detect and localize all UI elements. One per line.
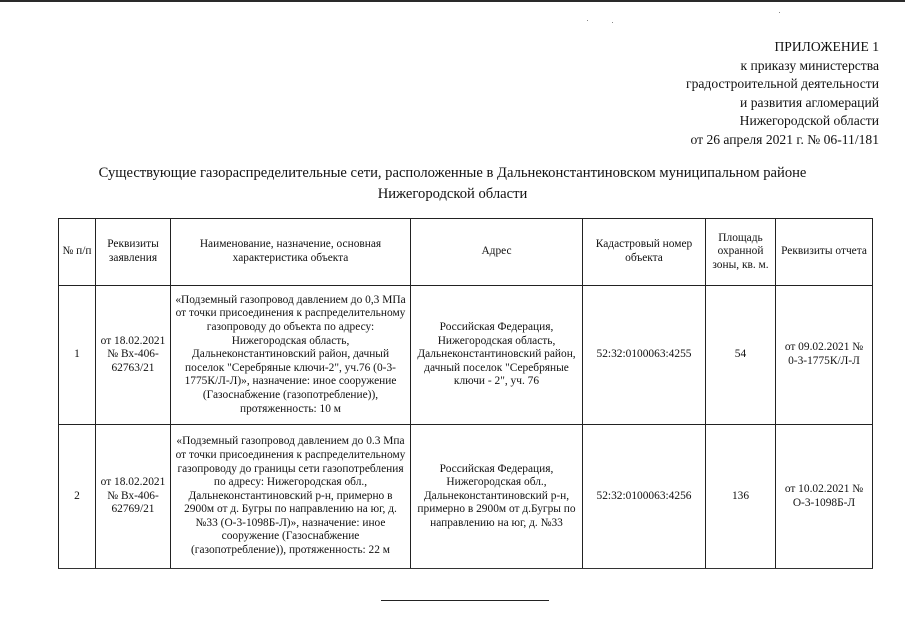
cell-application: от 18.02.2021 № Вх-406-62769/21 [96, 425, 171, 569]
header-name: Наименование, назначение, основная характеристика объекта [171, 219, 411, 286]
scan-speck [587, 20, 588, 21]
cell-cadastral: 52:32:0100063:4255 [583, 286, 706, 425]
cell-name: «Подземный газопровод давлением до 0.3 Мпа от точки присоединения к распределительному газопроводу до границы сети газопотребления по адресу: Нижегородская обл., Дальнеконстантиновский р-н, примерно в 2900м от д. Бугры по направлению на юг, д. №33 (О-3-1098Б-Л)», назначение: иное сооружение (Газоснабжение (газопотребление)), протяженность: 22 м [171, 425, 411, 569]
cell-address: Российская Федерация, Нижегородская область, Дальнеконстантиновский район, дачный поселок "Серебряные ключи - 2", уч. 76 [411, 286, 583, 425]
table-header-row [59, 219, 873, 286]
cell-report: от 10.02.2021 № О-3-1098Б-Л [776, 425, 873, 569]
cell-area: 54 [706, 286, 776, 425]
cell-report: от 09.02.2021 № 0-3-1775К/Л-Л [776, 286, 873, 425]
document-title-line-2: Нижегородской области [377, 186, 528, 202]
table-row [59, 286, 873, 425]
header-cadastral: Кадастровый номер объекта [583, 219, 706, 286]
cell-cadastral: 52:32:0100063:4256 [583, 425, 706, 569]
scan-speck [779, 12, 780, 13]
approval-line: от 26 апреля 2021 г. № 06-11/181 [690, 131, 879, 147]
footnote-separator-line [381, 600, 549, 601]
approval-line: градостроительной деятельности [686, 76, 879, 92]
header-num: № п/п [59, 219, 96, 286]
gas-networks-table [58, 218, 873, 569]
cell-name: «Подземный газопровод давлением до 0,3 МПа от точки присоединения к распределительному газопроводу до объекта по адресу: Нижегородская область, Дальнеконстантиновский район, дачный поселок "Серебряные ключи-2", уч.76 (0-3-1775К/Л-Л)», назначение: иное сооружение (Газоснабжение (газопотребление)), протяженность: 10 м [171, 286, 411, 425]
header-report: Реквизиты отчета [776, 219, 873, 286]
document-title-line-1: Существующие газораспределительные сети, расположенные в Дальнеконстантиновском муниципальном районе [98, 165, 807, 181]
document-title [20, 163, 885, 205]
table-row [59, 425, 873, 569]
scan-speck [612, 22, 613, 23]
approval-line: и развития агломераций [740, 94, 879, 110]
cell-num: 2 [59, 425, 96, 569]
header-application: Реквизиты заявления [96, 219, 171, 286]
cell-address: Российская Федерация, Нижегородская обл., Дальнеконстантиновский р-н, примерно в 2900м от д.Бугры по направлению на юг, д. №33 [411, 425, 583, 569]
approval-line: к приказу министерства [740, 57, 879, 73]
approval-line: ПРИЛОЖЕНИЕ 1 [774, 39, 879, 54]
cell-area: 136 [706, 425, 776, 569]
approval-line: Нижегородской области [739, 113, 879, 129]
top-border-line [0, 0, 905, 2]
cell-num: 1 [59, 286, 96, 425]
header-address: Адрес [411, 219, 583, 286]
header-area: Площадь охранной зоны, кв. м. [706, 219, 776, 286]
cell-application: от 18.02.2021 № Вх-406-62763/21 [96, 286, 171, 425]
approval-block [559, 38, 879, 150]
